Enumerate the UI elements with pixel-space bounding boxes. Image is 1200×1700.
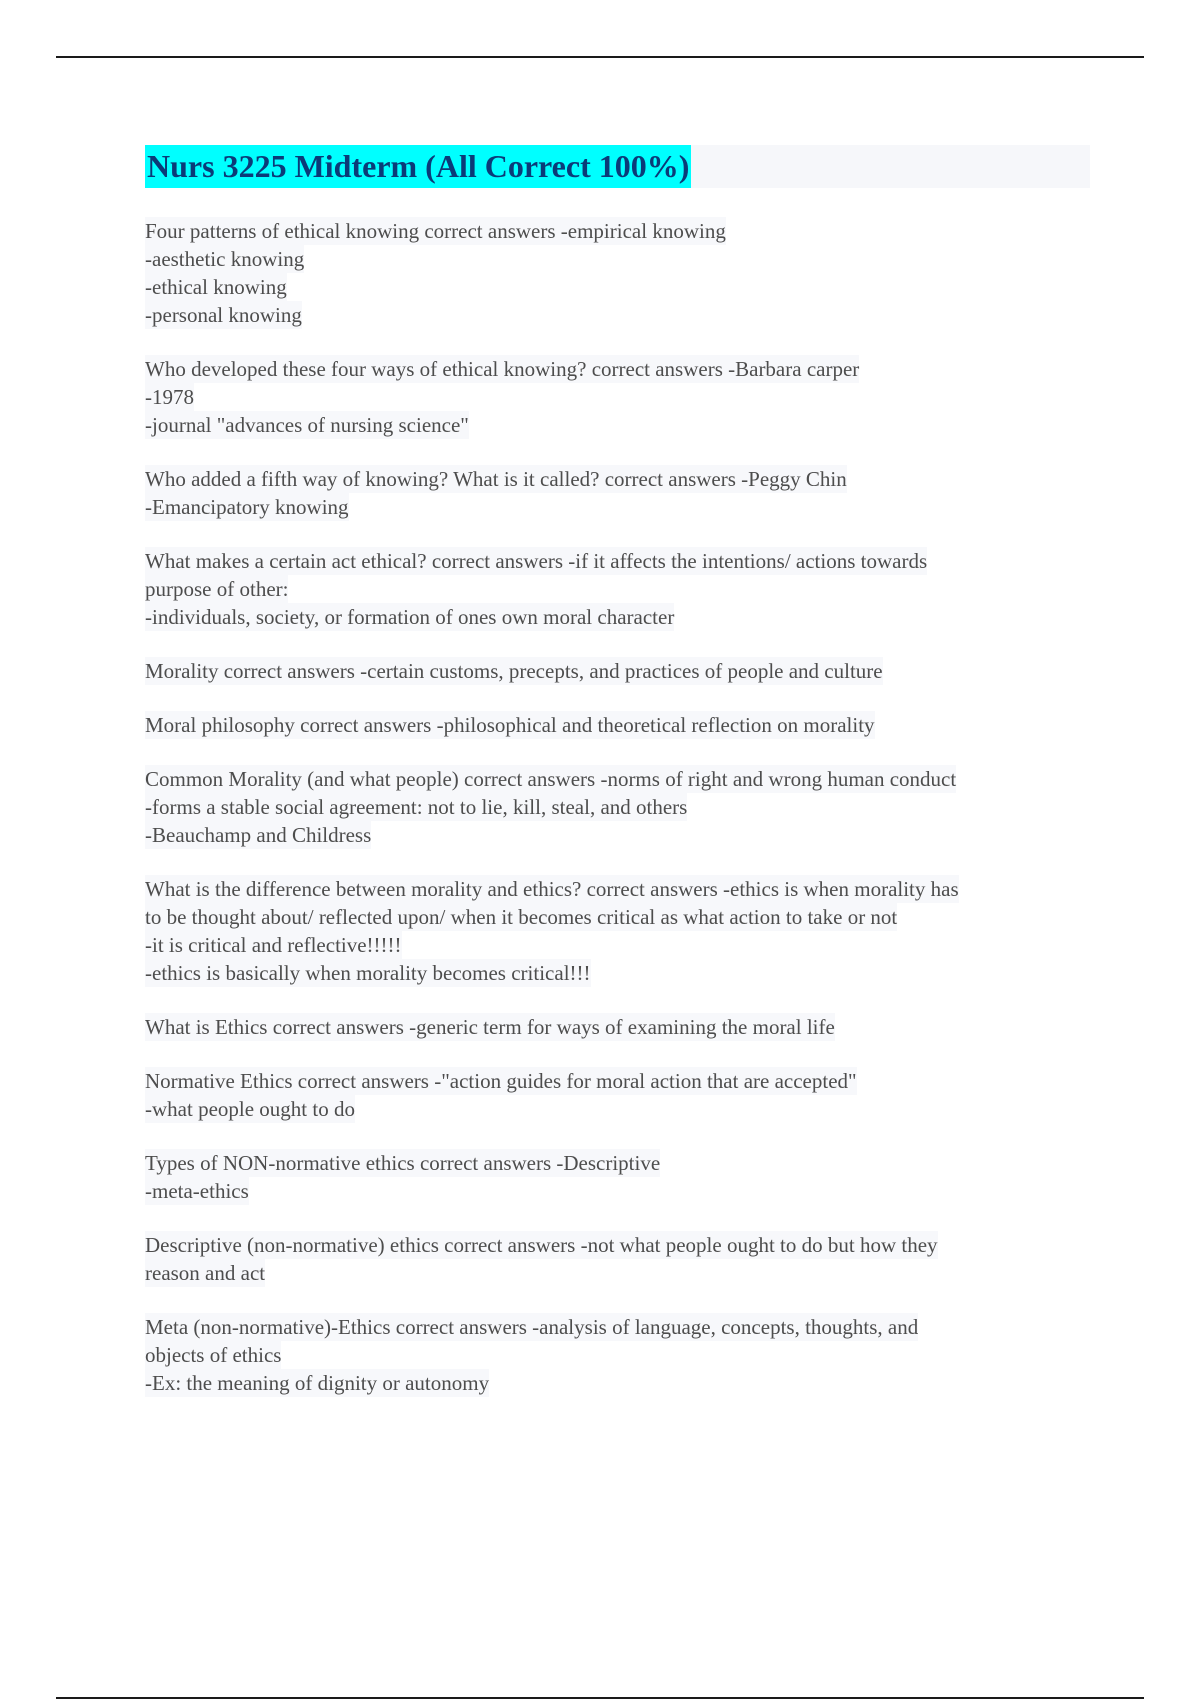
qa-line: -ethics is basically when morality becomes critical!!! — [145, 961, 591, 985]
qa-line: Morality correct answers -certain customs, precepts, and practices of people and culture — [145, 659, 883, 683]
qa-line: -Beauchamp and Childress — [145, 823, 372, 847]
qa-line: What is Ethics correct answers -generic term for ways of examining the moral life — [145, 1015, 835, 1039]
qa-entry — [145, 1313, 1090, 1397]
qa-line: Four patterns of ethical knowing correct answers -empirical knowing — [145, 219, 726, 243]
qa-line: -forms a stable social agreement: not to lie, kill, steal, and others — [145, 795, 688, 819]
qa-line: Descriptive (non-normative) ethics correct answers -not what people ought to do but how they — [145, 1233, 938, 1257]
qa-line: purpose of other: — [145, 577, 289, 601]
qa-entry — [145, 711, 1090, 739]
qa-line: objects of ethics — [145, 1343, 282, 1367]
qa-line: Meta (non-normative)-Ethics correct answers -analysis of language, concepts, thoughts, and — [145, 1315, 919, 1339]
qa-line: Moral philosophy correct answers -philosophical and theoretical reflection on morality — [145, 713, 875, 737]
qa-entry — [145, 1149, 1090, 1205]
qa-entry — [145, 1067, 1090, 1123]
page-top-rule — [56, 56, 1144, 58]
qa-entry — [145, 875, 1090, 987]
qa-line: -aesthetic knowing — [145, 247, 305, 271]
qa-line: Who developed these four ways of ethical knowing? correct answers -Barbara carper — [145, 357, 860, 381]
page-bottom-rule — [56, 1697, 1144, 1699]
qa-line: -personal knowing — [145, 303, 302, 327]
qa-line: -1978 — [145, 385, 194, 409]
qa-line: Normative Ethics correct answers -"action guides for moral action that are accepted" — [145, 1069, 857, 1093]
qa-entry — [145, 547, 1090, 631]
qa-line: Types of NON-normative ethics correct answers -Descriptive — [145, 1151, 661, 1175]
qa-line: -Emancipatory knowing — [145, 495, 349, 519]
qa-line: Common Morality (and what people) correct answers -norms of right and wrong human conduct — [145, 767, 957, 791]
qa-line: -what people ought to do — [145, 1097, 355, 1121]
qa-line: -individuals, society, or formation of ones own moral character — [145, 605, 675, 629]
qa-list — [145, 217, 1090, 1397]
qa-entry — [145, 1013, 1090, 1041]
qa-line: -meta-ethics — [145, 1179, 249, 1203]
qa-line: What is the difference between morality and ethics? correct answers -ethics is when morality has — [145, 877, 959, 901]
qa-line: -journal "advances of nursing science" — [145, 413, 469, 437]
document-body — [145, 145, 1090, 1423]
qa-entry — [145, 657, 1090, 685]
qa-entry — [145, 1231, 1090, 1287]
qa-line: reason and act — [145, 1261, 266, 1285]
qa-line: -ethical knowing — [145, 275, 287, 299]
qa-line: -Ex: the meaning of dignity or autonomy — [145, 1371, 490, 1395]
qa-entry — [145, 355, 1090, 439]
qa-line: Who added a fifth way of knowing? What is it called? correct answers -Peggy Chin — [145, 467, 847, 491]
qa-line: to be thought about/ reflected upon/ when it becomes critical as what action to take or not — [145, 905, 898, 929]
qa-entry — [145, 765, 1090, 849]
title-bar — [145, 145, 1090, 188]
qa-entry — [145, 217, 1090, 329]
qa-line: What makes a certain act ethical? correct answers -if it affects the intentions/ actions towards — [145, 549, 928, 573]
qa-entry — [145, 465, 1090, 521]
document-title: Nurs 3225 Midterm (All Correct 100%) — [145, 145, 691, 188]
qa-line: -it is critical and reflective!!!!! — [145, 933, 402, 957]
